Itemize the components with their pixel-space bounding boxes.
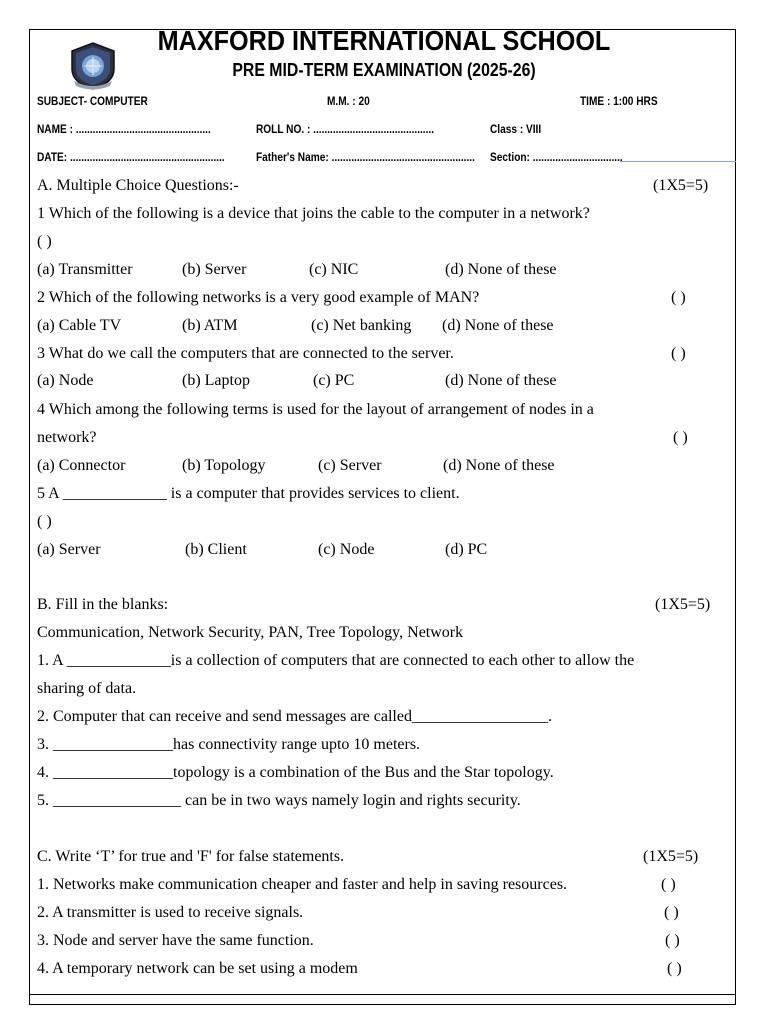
b-q2: 2. Computer that can receive and send messages are called_________________.: [37, 708, 552, 725]
a-q1-text: 1 Which of the following is a device that joins the cable to the computer in a network?: [37, 205, 590, 222]
class-field: Class : VIII: [490, 124, 542, 136]
section-a-marks: (1X5=5): [653, 177, 709, 194]
bottom-rule: [30, 994, 735, 995]
a-q3-bracket: ( ): [671, 345, 686, 362]
a-q5-option-a: (a) Server: [37, 541, 101, 558]
a-q2-option-b: (b) ATM: [182, 317, 238, 334]
a-q4-option-b: (b) Topology: [182, 457, 266, 474]
a-q3-option-a: (a) Node: [37, 372, 94, 389]
a-q1-option-a: (a) Transmitter: [37, 261, 133, 278]
a-q4-option-c: (c) Server: [318, 457, 382, 474]
c-q1-bracket: ( ): [661, 876, 676, 893]
a-q3-option-c: (c) PC: [313, 372, 355, 389]
time-label: TIME : 1:00 HRS: [580, 96, 658, 108]
c-q2: 2. A transmitter is used to receive signals.: [37, 904, 304, 921]
a-q2-option-d: (d) None of these: [442, 317, 554, 334]
section-c-title: C. Write ‘T’ for true and 'F' for false statements.: [37, 848, 345, 865]
b-q5: 5. ________________ can be in two ways namely login and rights security.: [37, 792, 521, 809]
a-q3-option-b: (b) Laptop: [182, 372, 250, 389]
c-q3: 3. Node and server have the same function.: [37, 932, 314, 949]
subject-label: SUBJECT- COMPUTER: [37, 96, 148, 108]
a-q1-option-b: (b) Server: [182, 261, 247, 278]
a-q5-bracket: ( ): [37, 513, 52, 530]
exam-title: PRE MID-TERM EXAMINATION (2025-26): [232, 60, 536, 80]
section-b-title: B. Fill in the blanks:: [37, 596, 169, 613]
section-a-title: A. Multiple Choice Questions:-: [37, 177, 239, 194]
a-q3-option-d: (d) None of these: [445, 372, 557, 389]
b-q3: 3. _______________has connectivity range upto 10 meters.: [37, 736, 421, 753]
header-rule: [620, 161, 736, 162]
a-q1-option-d: (d) None of these: [445, 261, 557, 278]
a-q1-bracket: ( ): [37, 233, 52, 250]
c-q1: 1. Networks make communication cheaper and faster and help in saving resources.: [37, 876, 568, 893]
a-q5-text: 5 A _____________ is a computer that provides services to client.: [37, 485, 460, 502]
b-q1-line1: 1. A _____________is a collection of computers that are connected to each other to allow the: [37, 652, 635, 669]
b-q1-line2: sharing of data.: [37, 680, 137, 697]
a-q4-option-d: (d) None of these: [443, 457, 555, 474]
c-q2-bracket: ( ): [664, 904, 679, 921]
c-q4: 4. A temporary network can be set using a modem: [37, 960, 358, 977]
a-q4-text-line1: 4 Which among the following terms is used for the layout of arrangement of nodes in a: [37, 401, 594, 418]
a-q4-text-line2: network?: [37, 429, 97, 446]
a-q4-option-a: (a) Connector: [37, 457, 126, 474]
a-q2-option-c: (c) Net banking: [311, 317, 412, 334]
a-q5-option-c: (c) Node: [318, 541, 375, 558]
section-c-marks: (1X5=5): [643, 848, 699, 865]
father-name-field: Father's Name: ...................................................: [256, 152, 475, 164]
a-q2-option-a: (a) Cable TV: [37, 317, 122, 334]
a-q3-text: 3 What do we call the computers that are connected to the server.: [37, 345, 454, 362]
school-name: MAXFORD INTERNATIONAL SCHOOL: [157, 25, 611, 56]
a-q4-bracket: ( ): [673, 429, 688, 446]
max-marks-label: M.M. : 20: [327, 96, 370, 108]
section-b-marks: (1X5=5): [655, 596, 711, 613]
roll-no-field: ROLL NO. : ...........................................: [256, 124, 435, 136]
date-field: DATE: .......................................................: [37, 152, 225, 164]
a-q5-option-b: (b) Client: [185, 541, 247, 558]
c-q3-bracket: ( ): [665, 932, 680, 949]
b-word-bank: Communication, Network Security, PAN, Tree Topology, Network: [37, 624, 464, 641]
a-q2-bracket: ( ): [671, 289, 686, 306]
a-q5-option-d: (d) PC: [445, 541, 488, 558]
a-q1-option-c: (c) NIC: [309, 261, 359, 278]
b-q4: 4. _______________topology is a combination of the Bus and the Star topology.: [37, 764, 554, 781]
c-q4-bracket: ( ): [667, 960, 682, 977]
name-field: NAME : ................................................: [37, 124, 211, 136]
section-field: Section: ................................: [490, 152, 623, 164]
a-q2-text: 2 Which of the following networks is a very good example of MAN?: [37, 289, 480, 306]
